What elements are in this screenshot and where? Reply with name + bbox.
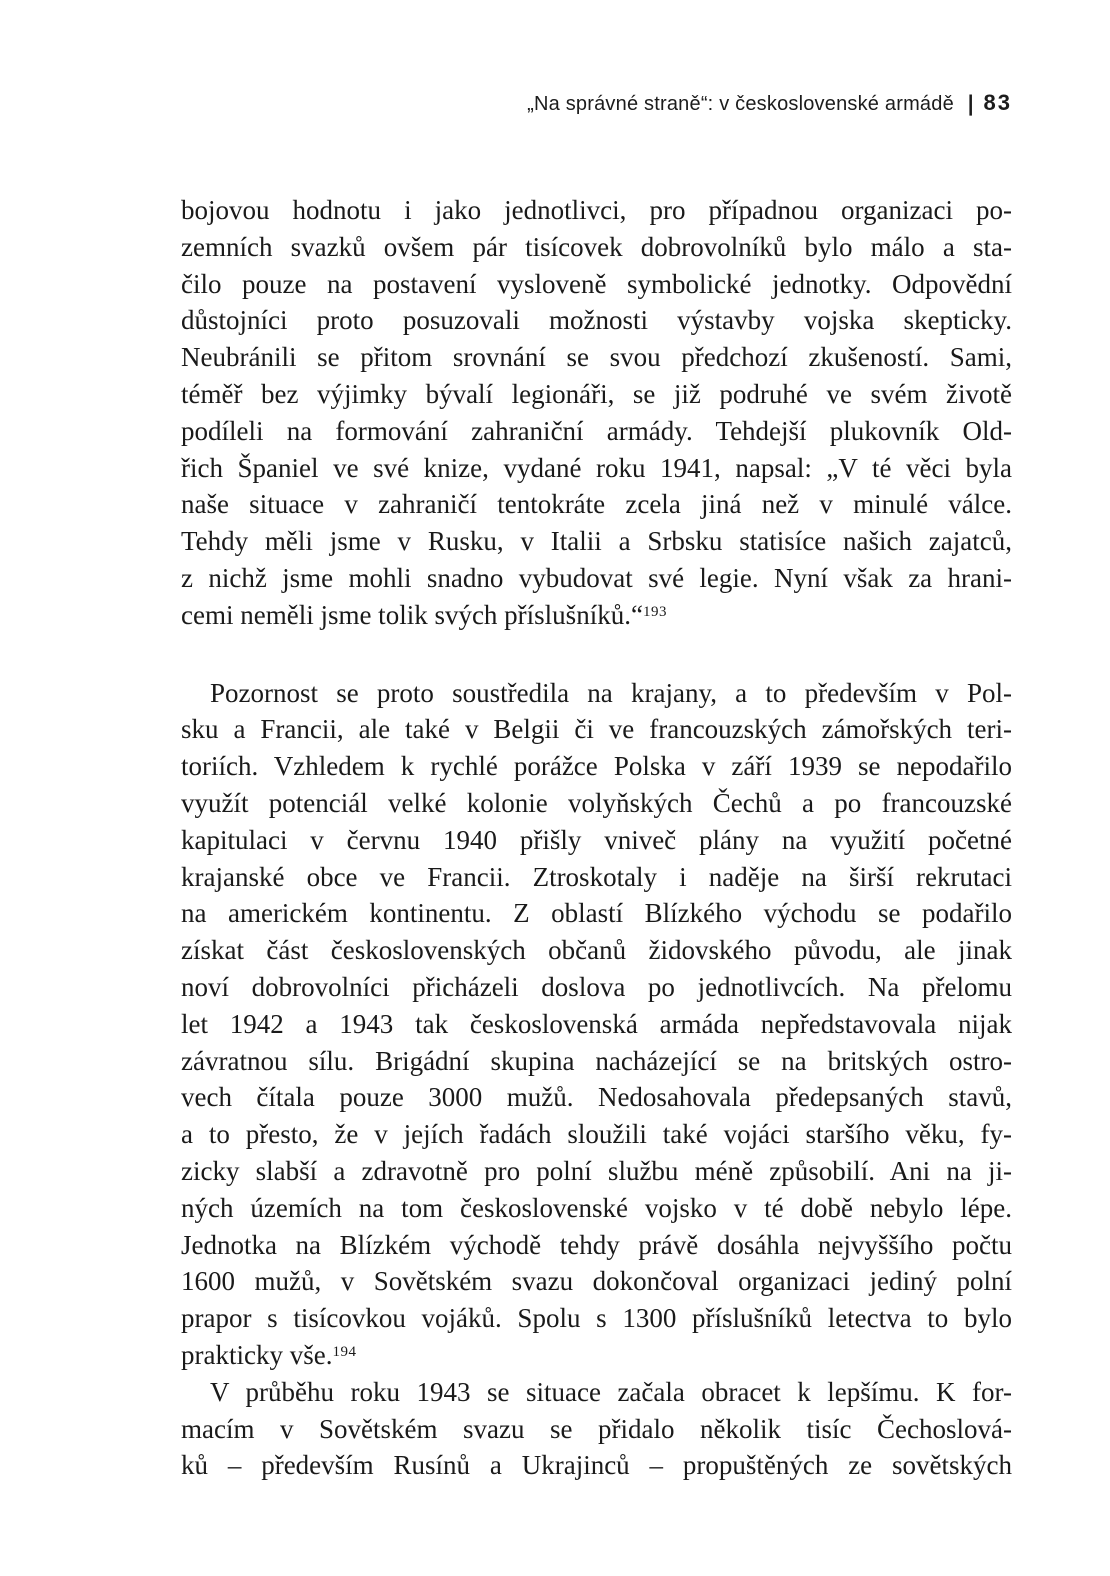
text-line-content: bojovou hodnotu i jako jednotlivci, pro případnou organizaci po- [181, 195, 1012, 225]
text-line [181, 229, 1012, 266]
page-number: 83 [983, 90, 1012, 115]
text-line [181, 266, 1012, 303]
text-line [181, 302, 1012, 339]
text-line [181, 675, 1012, 712]
text-line-content: z nichž jsme mohli snadno vybudovat své legie. Nyní však za hrani- [181, 562, 1012, 593]
text-line [181, 1411, 1012, 1448]
chapter-title: „Na správné straně“: v československé armádě [527, 93, 954, 115]
text-line-content: naše situace v zahraničí tentokráte zcela jiná než v minulé válce. [181, 489, 1012, 520]
text-line-content: ků – především Rusínů a Ukrajinců – propuštěných ze sovětských [181, 1450, 1012, 1481]
text-line-content: noví dobrovolníci přicházeli doslova po jednotlivcích. Na přelomu [181, 971, 1012, 1002]
text-line [181, 822, 1012, 859]
text-line-content: sku a Francii, ale také v Belgii či ve francouzských zámořských teri- [181, 714, 1012, 745]
paragraph [181, 192, 1012, 634]
text-line-content: téměř bez výjimky bývalí legionáři, se již podruhé ve svém životě [181, 378, 1012, 409]
text-line [181, 1190, 1012, 1227]
text-line [181, 859, 1012, 896]
text-line [181, 339, 1012, 376]
text-line-content: podíleli na formování zahraniční armády. Tehdejší plukovník Old- [181, 415, 1012, 446]
header-separator-bar: | [967, 91, 974, 117]
text-line [181, 1447, 1012, 1484]
text-line-content: využít potenciál velké kolonie volyňských Čechů a po francouzské [181, 787, 1012, 818]
text-line-content: toriích. Vzhledem k rychlé porážce Polska v září 1939 se nepodařilo [181, 751, 1012, 782]
text-line-content: čilo pouze na postavení vysloveně symbolické jednotky. Odpovědní [181, 268, 1012, 299]
text-line [181, 450, 1012, 487]
text-line [181, 1263, 1012, 1300]
text-line-content: získat část československých občanů židovského původu, ale jinak [181, 935, 1012, 966]
text-line-content: závratnou sílu. Brigádní skupina nacházející se na britských ostro- [181, 1045, 1012, 1076]
text-line-content: na americkém kontinentu. Z oblastí Blízkého východu se podařilo [181, 898, 1012, 929]
text-line [181, 376, 1012, 413]
text-line-content: zemních svazků ovšem pár tisícovek dobrovolníků bylo málo a sta- [181, 231, 1012, 262]
text-line-content: kapitulaci v červnu 1940 přišly vniveč plány na využití početné [181, 824, 1012, 855]
text-line [181, 969, 1012, 1006]
paragraph [181, 675, 1012, 1374]
text-line [181, 1006, 1012, 1043]
text-line-content: V průběhu roku 1943 se situace začala obracet k lepšímu. K for- [210, 1376, 1012, 1407]
running-header [181, 90, 1012, 117]
text-line [181, 1300, 1012, 1337]
text-line [181, 1153, 1012, 1190]
text-line [181, 1374, 1012, 1411]
text-line-content: cemi neměli jsme tolik svých příslušníků.“ [181, 599, 643, 630]
text-line [181, 597, 1012, 634]
text-line-content: prakticky vše. [181, 1339, 333, 1370]
text-line [181, 932, 1012, 969]
footnote-reference: 194 [332, 1343, 357, 1360]
text-line-content: macím v Sovětském svazu se přidalo několik tisíc Čechoslová- [181, 1413, 1012, 1444]
text-line-content: důstojníci proto posuzovali možnosti výstavby vojska skepticky. [181, 305, 1012, 336]
text-line-content: vech čítala pouze 3000 mužů. Nedosahovala předepsaných stavů, [181, 1082, 1012, 1113]
text-line-content: ných územích na tom československé vojsko v té době nebylo lépe. [181, 1192, 1012, 1223]
text-line-content: Pozornost se proto soustředila na krajany, a to především v Pol- [210, 677, 1012, 708]
paragraph [181, 1374, 1012, 1484]
text-line [181, 486, 1012, 523]
text-line [181, 1227, 1012, 1264]
text-line-content: řich Španiel ve své knize, vydané roku 1941, napsal: „V té věci byla [181, 452, 1012, 483]
text-line-content: Neubránili se přitom srovnání se svou předchozí zkušeností. Sami, [181, 342, 1012, 373]
text-line [181, 1337, 1012, 1374]
text-line-content: 1600 mužů, v Sovětském svazu dokončoval organizaci jediný polní [181, 1266, 1012, 1297]
text-block [181, 192, 1012, 1484]
text-line-content: prapor s tisícovkou vojáků. Spolu s 1300 příslušníků letectva to bylo [181, 1303, 1012, 1334]
text-line-content: zicky slabší a zdravotně pro polní službu méně způsobilí. Ani na ji- [181, 1155, 1012, 1186]
text-line-content: Jednotka na Blízkém východě tehdy právě dosáhla nejvyššího počtu [181, 1229, 1012, 1260]
text-line [181, 711, 1012, 748]
text-line [181, 748, 1012, 785]
text-line [181, 192, 1012, 229]
text-line-content: Tehdy měli jsme v Rusku, v Italii a Srbsku statisíce našich zajatců, [181, 526, 1012, 557]
text-line [181, 560, 1012, 597]
text-line-content: a to přesto, že v jejích řadách sloužili také vojáci staršího věku, fy- [181, 1119, 1012, 1150]
text-line [181, 1043, 1012, 1080]
text-line [181, 413, 1012, 450]
text-line [181, 1116, 1012, 1153]
text-line [181, 1079, 1012, 1116]
text-line-content: krajanské obce ve Francii. Ztroskotaly i naděje na širší rekrutaci [181, 861, 1012, 892]
footnote-reference: 193 [642, 603, 667, 620]
text-line [181, 523, 1012, 560]
text-line-content: let 1942 a 1943 tak československá armáda nepředstavovala nijak [181, 1008, 1012, 1039]
text-line [181, 785, 1012, 822]
text-line [181, 895, 1012, 932]
